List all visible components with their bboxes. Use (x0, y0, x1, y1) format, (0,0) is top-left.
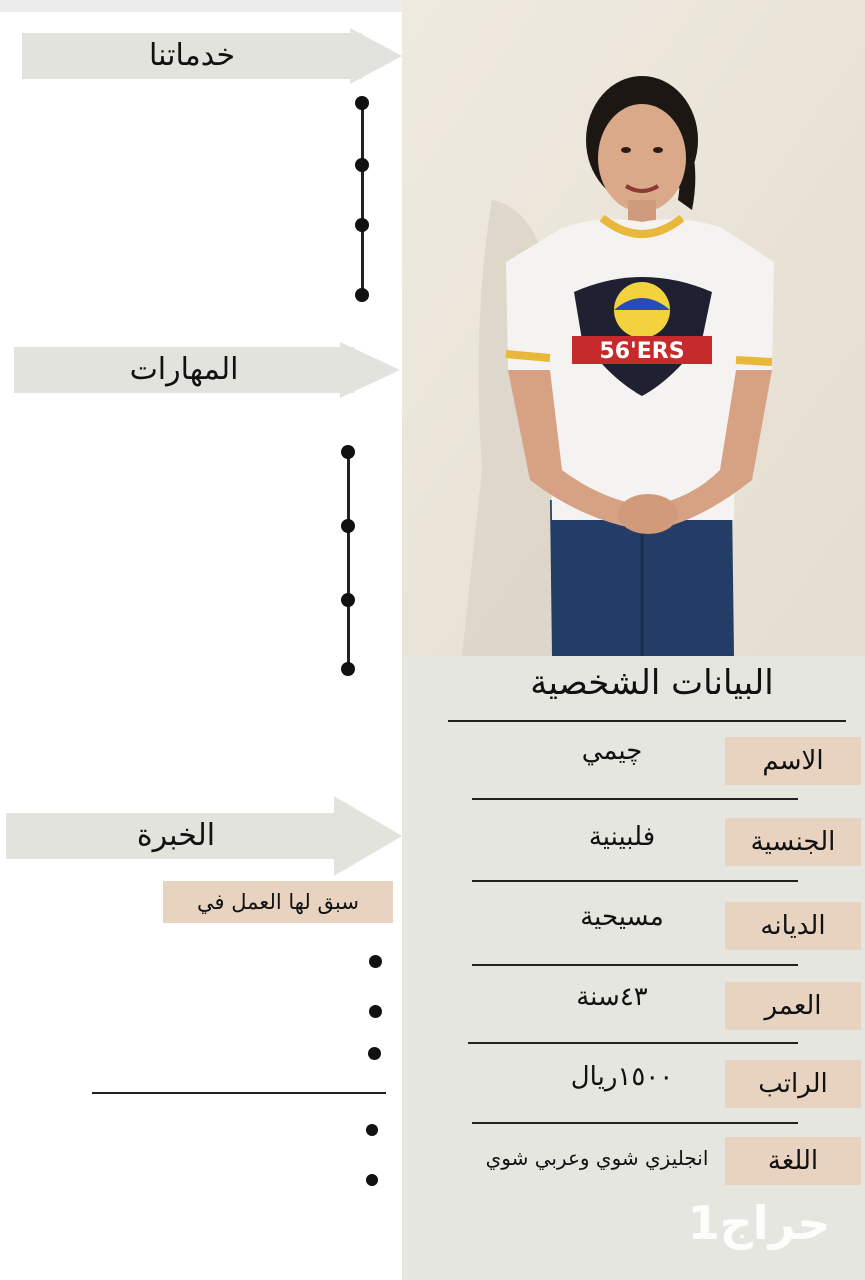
personal-title: البيانات الشخصية (530, 663, 774, 703)
title-underline (448, 720, 846, 722)
services-title: خدماتنا (148, 38, 236, 73)
row-divider (472, 798, 798, 800)
experience-arrow (334, 796, 402, 876)
shirt-logo-text: 56'ERS (599, 339, 685, 364)
personal-info-panel (402, 656, 865, 1280)
bullet-dot (369, 955, 382, 968)
person-illustration (402, 0, 865, 656)
label-religion: الديانه (725, 902, 861, 950)
bullet-dot (341, 445, 355, 459)
bullet-dot (355, 288, 369, 302)
bullet-dot (341, 662, 355, 676)
bullet-dot (355, 218, 369, 232)
value-language: انجليزي شوي وعربي شوي (485, 1146, 709, 1170)
experience-intro: سبق لها العمل في (163, 881, 393, 923)
worker-photo (402, 0, 865, 656)
row-divider (472, 964, 798, 966)
value-nationality: فلبينية (588, 822, 656, 852)
skills-title: المهارات (129, 352, 239, 387)
value-salary: ١٥٠٠ريال (570, 1062, 674, 1092)
row-divider (472, 1122, 798, 1124)
bullet-dot (369, 1005, 382, 1018)
bullet-dot (366, 1124, 378, 1136)
experience-title: الخبرة (136, 818, 216, 853)
divider (92, 1092, 386, 1094)
bullet-dot (341, 519, 355, 533)
value-religion: مسيحية (580, 902, 664, 932)
watermark: حراج1 (687, 1196, 831, 1250)
bullet-dot (355, 158, 369, 172)
bullet-dot (368, 1047, 381, 1060)
skills-arrow (340, 342, 400, 398)
bullet-dot (355, 96, 369, 110)
skills-timeline (347, 452, 350, 670)
bullet-dot (341, 593, 355, 607)
services-arrow (350, 28, 402, 84)
top-band (0, 0, 402, 12)
left-column (0, 0, 402, 1280)
label-salary: الراتب (725, 1060, 861, 1108)
row-divider (468, 1042, 798, 1044)
value-age: ٤٣سنة (576, 982, 648, 1012)
row-divider (472, 880, 798, 882)
skills-header (14, 347, 354, 393)
services-timeline (361, 103, 364, 295)
experience-header (6, 813, 346, 859)
label-age: العمر (725, 982, 861, 1030)
label-language: اللغة (725, 1137, 861, 1185)
services-header (22, 33, 362, 79)
bullet-dot (366, 1174, 378, 1186)
label-nationality: الجنسية (725, 818, 861, 866)
value-name: چيمي (581, 736, 643, 766)
label-name: الاسم (725, 737, 861, 785)
